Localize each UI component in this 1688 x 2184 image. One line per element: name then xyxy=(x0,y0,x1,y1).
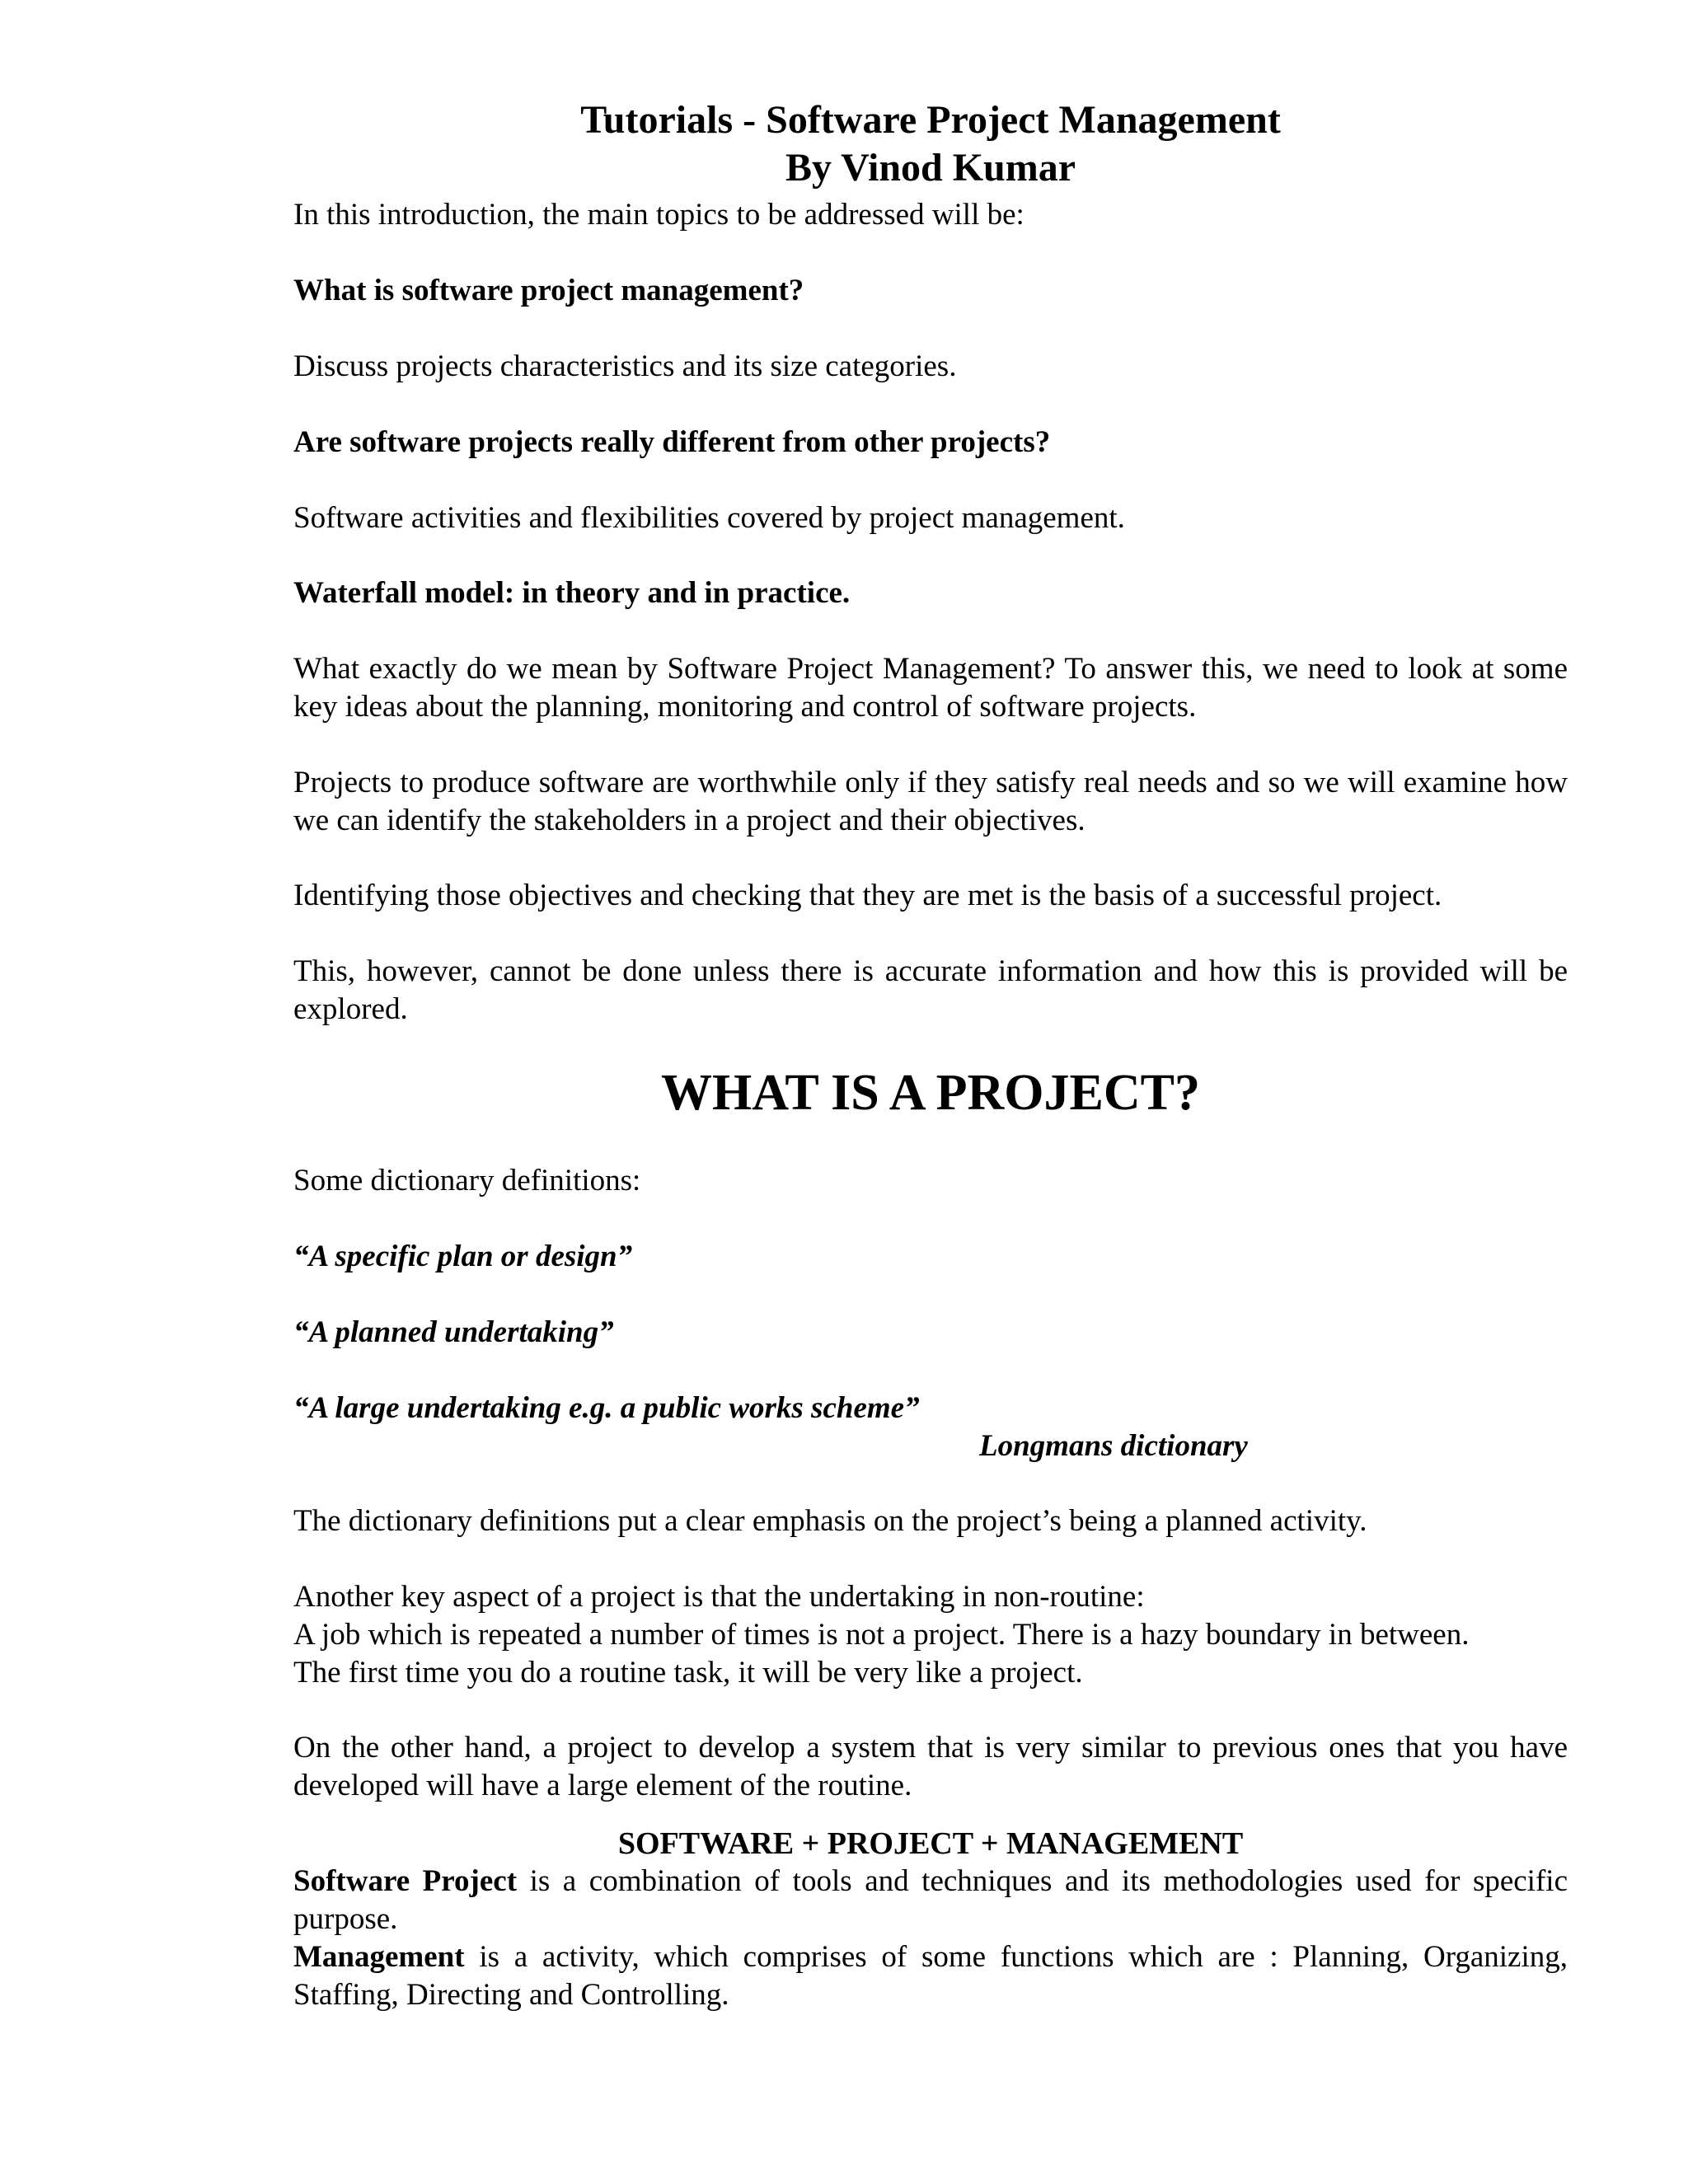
document-author: By Vinod Kumar xyxy=(785,146,1076,190)
paragraph-stakeholders: Projects to produce software are worthwhile only if they satisfy real needs and so we will examine how we can identify the stakeholders in a project and their objectives. xyxy=(293,766,1568,837)
paragraph-software-project xyxy=(293,1863,1568,1938)
definitions-intro: Some dictionary definitions: xyxy=(293,1164,641,1197)
subheading-spm: SOFTWARE + PROJECT + MANAGEMENT xyxy=(617,1826,1244,1861)
topic-heading-1: What is software project management? xyxy=(293,274,804,307)
paragraph-objectives: Identifying those objectives and checking that they are met is the basis of a successful project. xyxy=(293,879,1442,912)
paragraph-non-routine-2: A job which is repeated a number of times is not a project. There is a hazy boundary in between. xyxy=(293,1618,1470,1652)
topic-description-1: Discuss projects characteristics and its size categories. xyxy=(293,349,957,383)
section-heading: WHAT IS A PROJECT? xyxy=(660,1065,1201,1121)
topic-heading-3: Waterfall model: in theory and in practice. xyxy=(293,576,851,610)
topic-heading-2: Are software projects really different from other projects? xyxy=(293,425,1051,459)
document-title: Tutorials - Software Project Management xyxy=(580,98,1281,142)
paragraph-planned-activity: The dictionary definitions put a clear emphasis on the project’s being a planned activity. xyxy=(293,1504,1367,1538)
topic-description-2: Software activities and flexibilities covered by project management. xyxy=(293,501,1125,535)
definition-software-project: is a combination of tools and techniques and its methodologies used for specific purpose. xyxy=(293,1864,1568,1936)
paragraph-management xyxy=(293,1938,1568,2014)
intro-text: In this introduction, the main topics to be addressed will be: xyxy=(293,198,1025,232)
paragraph-information: This, however, cannot be done unless there is accurate information and how this is provided will be explored. xyxy=(293,954,1568,1026)
definition-3: “A large undertaking e.g. a public works scheme” xyxy=(293,1391,920,1425)
paragraph-spm-meaning: What exactly do we mean by Software Project Management? To answer this, we need to look at some key ideas about the planning, monitoring and control of software projects. xyxy=(293,652,1568,724)
definition-1: “A specific plan or design” xyxy=(293,1240,633,1273)
paragraph-non-routine-3: The first time you do a routine task, it will be very like a project. xyxy=(293,1656,1083,1690)
paragraph-routine-element: On the other hand, a project to develop a system that is very similar to previous ones that you have developed will have a large element of the routine. xyxy=(293,1731,1568,1802)
paragraph-non-routine-1: Another key aspect of a project is that the undertaking in non-routine: xyxy=(293,1580,1145,1614)
definition-2: “A planned undertaking” xyxy=(293,1315,614,1349)
term-management: Management xyxy=(293,1940,465,1974)
definition-management: is a activity, which comprises of some functions which are : Planning, Organizing, Staffing, Directing and Controlling. xyxy=(293,1940,1568,2012)
term-software-project: Software Project xyxy=(293,1864,518,1898)
definition-source: Longmans dictionary xyxy=(979,1429,1248,1463)
